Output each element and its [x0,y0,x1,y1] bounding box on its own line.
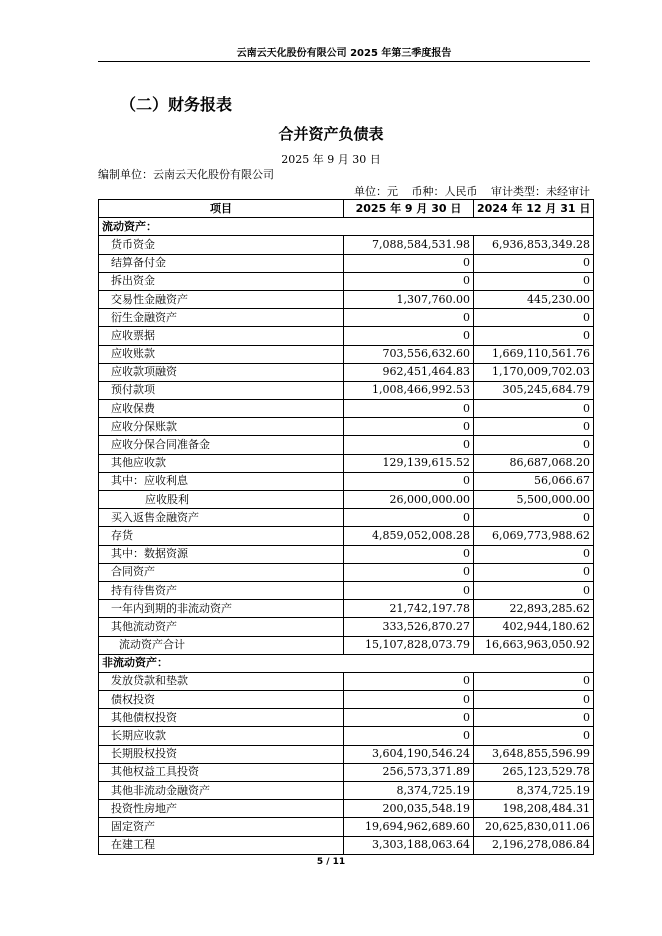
value-current: 0 [344,691,474,709]
row-label: 应收票据 [99,327,344,345]
row-label: 存货 [99,527,344,545]
table-row [99,491,594,509]
table-row [99,581,594,599]
table-row [99,836,594,854]
table-row [99,309,594,327]
table-row [99,236,594,254]
table-row [99,327,594,345]
row-label: 固定资产 [99,818,344,836]
table-row [99,763,594,781]
value-prior: 86,687,068.20 [474,454,594,472]
value-current: 21,742,197.78 [344,600,474,618]
table-row [99,709,594,727]
value-current: 0 [344,418,474,436]
table-row [99,545,594,563]
table-row [99,254,594,272]
value-prior: 0 [474,418,594,436]
value-current: 200,035,548.19 [344,800,474,818]
statement-title: 合并资产负债表 [278,125,384,143]
row-label: 发放贷款和垫款 [99,672,344,690]
table-row [99,618,594,636]
table-row [99,509,594,527]
column-header-current: 2025 年 9 月 30 日 [344,200,474,218]
row-label: 长期股权投资 [99,745,344,763]
value-prior: 56,066.67 [474,472,594,490]
value-prior: 0 [474,436,594,454]
row-label: 应收分保账款 [99,418,344,436]
value-current: 0 [344,563,474,581]
table-row [99,563,594,581]
value-prior: 6,936,853,349.28 [474,236,594,254]
table-row [99,418,594,436]
value-prior: 0 [474,309,594,327]
value-current: 0 [344,309,474,327]
value-current: 0 [344,254,474,272]
table-row [99,600,594,618]
row-label: 长期应收款 [99,727,344,745]
value-current: 703,556,632.60 [344,345,474,363]
row-label: 流动资产合计 [99,636,344,654]
table-row [99,745,594,763]
value-prior: 0 [474,327,594,345]
row-label: 其他权益工具投资 [99,763,344,781]
section-title: （二）财务报表 [120,95,233,114]
value-prior: 20,625,830,011.06 [474,818,594,836]
value-prior: 402,944,180.62 [474,618,594,636]
value-current: 0 [344,327,474,345]
value-prior: 8,374,725.19 [474,782,594,800]
value-current: 0 [344,672,474,690]
value-current: 3,604,190,546.24 [344,745,474,763]
currency-label: 币种：人民币 [411,185,478,198]
table-row [99,472,594,490]
value-prior: 16,663,963,050.92 [474,636,594,654]
row-label: 在建工程 [99,836,344,854]
table-row [99,345,594,363]
value-current: 0 [344,545,474,563]
value-current: 8,374,725.19 [344,782,474,800]
row-label: 其中：应收利息 [99,472,344,490]
row-label: 合同资产 [99,563,344,581]
value-current: 0 [344,436,474,454]
table-row [99,800,594,818]
value-current: 0 [344,472,474,490]
unit-line [344,183,590,199]
value-current: 962,451,464.83 [344,363,474,381]
value-current: 0 [344,581,474,599]
table-row [99,363,594,381]
value-current: 1,307,760.00 [344,290,474,308]
value-current: 0 [344,509,474,527]
row-label: 其他应收款 [99,454,344,472]
balance-sheet-table [98,199,594,855]
value-prior: 0 [474,254,594,272]
table-row [99,381,594,399]
row-label: 结算备付金 [99,254,344,272]
row-label: 应收账款 [99,345,344,363]
row-label: 衍生金融资产 [99,309,344,327]
header-divider [98,61,590,62]
row-label: 其他流动资产 [99,618,344,636]
row-label: 其中：数据资源 [99,545,344,563]
row-label: 应收保费 [99,400,344,418]
table-row [99,436,594,454]
compiling-entity: 编制单位：云南云天化股份有限公司 [98,168,274,181]
value-current: 0 [344,709,474,727]
row-label: 货币资金 [99,236,344,254]
section-heading: 非流动资产： [99,654,594,672]
value-current: 0 [344,727,474,745]
table-row [99,454,594,472]
statement-date: 2025 年 9 月 30 日 [281,153,381,166]
column-header-item: 项目 [99,200,344,218]
value-current: 3,303,188,063.64 [344,836,474,854]
table-body [99,218,594,855]
value-prior: 198,208,484.31 [474,800,594,818]
value-prior: 445,230.00 [474,290,594,308]
table-row [99,636,594,654]
value-current: 333,526,870.27 [344,618,474,636]
value-current: 15,107,828,073.79 [344,636,474,654]
table-row [99,400,594,418]
row-label: 一年内到期的非流动资产 [99,600,344,618]
value-current: 0 [344,400,474,418]
table-row [99,727,594,745]
page-header: 云南云天化股份有限公司 2025 年第三季度报告 [236,48,452,59]
value-prior: 3,648,855,596.99 [474,745,594,763]
audit-type-label: 审计类型：未经审计 [491,185,590,198]
table-row [99,272,594,290]
value-prior: 1,170,009,702.03 [474,363,594,381]
column-header-prior: 2024 年 12 月 31 日 [474,200,594,218]
row-label: 其他债权投资 [99,709,344,727]
value-prior: 0 [474,400,594,418]
row-label: 预付款项 [99,381,344,399]
value-current: 0 [344,272,474,290]
row-label: 应收款项融资 [99,363,344,381]
row-label: 债权投资 [99,691,344,709]
value-prior: 0 [474,672,594,690]
row-label: 投资性房地产 [99,800,344,818]
row-label: 买入返售金融资产 [99,509,344,527]
table-row [99,218,594,236]
value-prior: 0 [474,509,594,527]
value-prior: 5,500,000.00 [474,491,594,509]
value-prior: 2,196,278,086.84 [474,836,594,854]
row-label: 交易性金融资产 [99,290,344,308]
table-row [99,782,594,800]
page-number: 5 / 11 [316,857,346,867]
row-label: 应收分保合同准备金 [99,436,344,454]
value-prior: 0 [474,727,594,745]
table-row [99,672,594,690]
value-prior: 0 [474,563,594,581]
value-current: 1,008,466,992.53 [344,381,474,399]
value-prior: 22,893,285.62 [474,600,594,618]
value-prior: 0 [474,545,594,563]
row-label: 应收股利 [99,491,344,509]
table-header-row [99,200,594,218]
value-current: 256,573,371.89 [344,763,474,781]
value-prior: 0 [474,272,594,290]
value-current: 4,859,052,008.28 [344,527,474,545]
value-prior: 305,245,684.79 [474,381,594,399]
table-row [99,818,594,836]
value-prior: 265,123,529.78 [474,763,594,781]
table-row [99,527,594,545]
row-label: 其他非流动金融资产 [99,782,344,800]
value-prior: 1,669,110,561.76 [474,345,594,363]
value-prior: 0 [474,709,594,727]
value-prior: 0 [474,581,594,599]
value-current: 7,088,584,531.98 [344,236,474,254]
section-heading: 流动资产： [99,218,594,236]
value-prior: 0 [474,691,594,709]
row-label: 拆出资金 [99,272,344,290]
table-row [99,654,594,672]
value-prior: 6,069,773,988.62 [474,527,594,545]
row-label: 持有待售资产 [99,581,344,599]
value-current: 19,694,962,689.60 [344,818,474,836]
value-current: 129,139,615.52 [344,454,474,472]
table-row [99,691,594,709]
table-row [99,290,594,308]
unit-label: 单位：元 [354,185,398,198]
value-current: 26,000,000.00 [344,491,474,509]
